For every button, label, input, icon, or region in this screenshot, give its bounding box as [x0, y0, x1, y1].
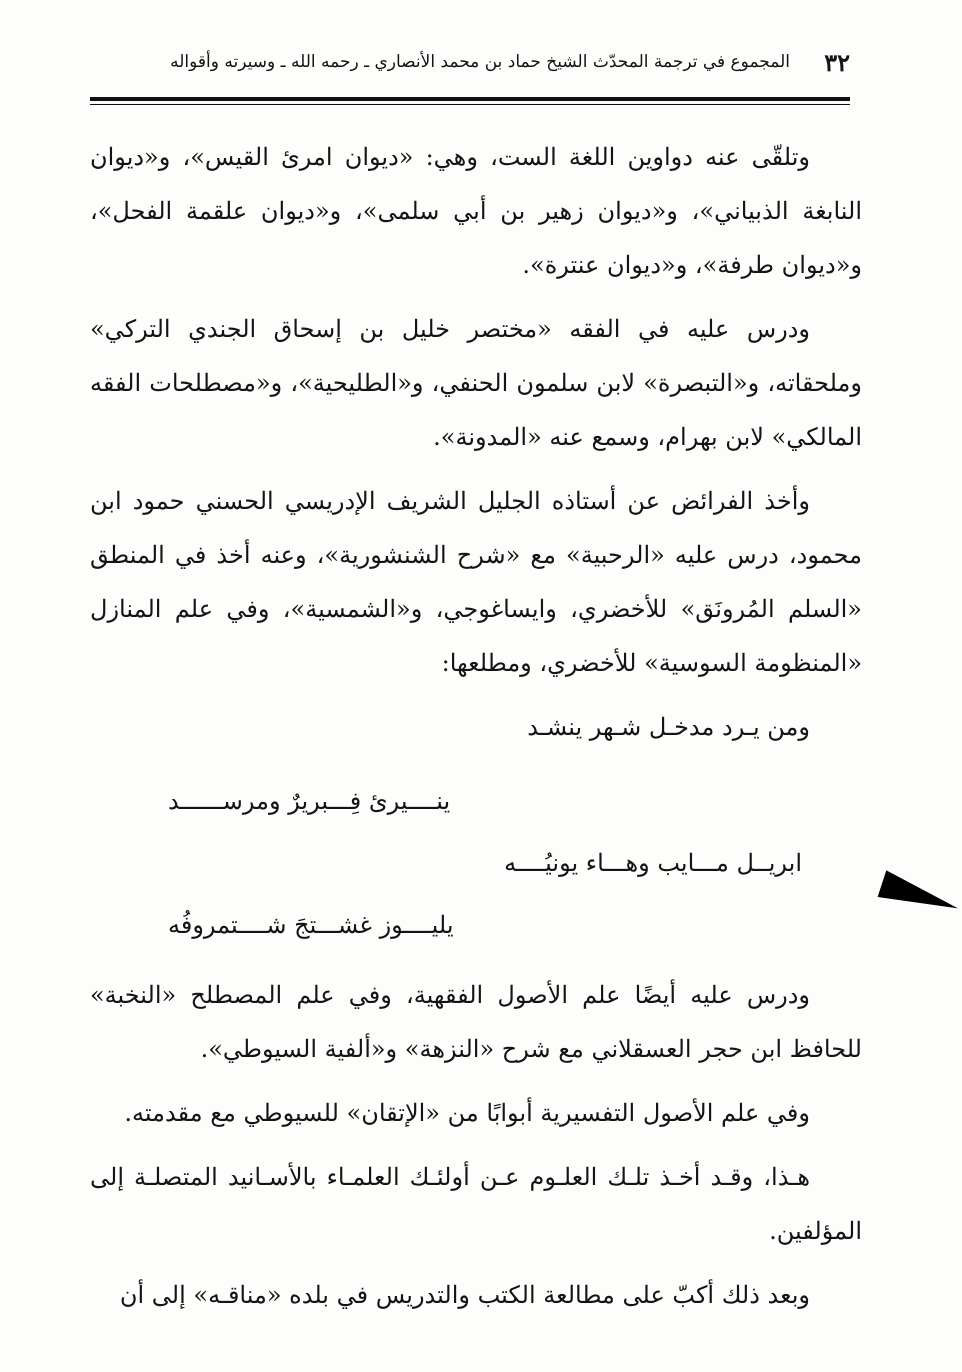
running-title: المجموع في ترجمة المحدّث الشيخ حماد بن محمد الأنصاري ـ رحمه الله ـ وسيرته وأقواله [170, 52, 790, 72]
verse-hemistich-left: يليــــوز غشـــتجَ شــــتمروفُه [168, 911, 454, 939]
paragraph-fiqh: ودرس عليه في الفقه «مختصر خليل بن إسحاق الجندي التركي» وملحقاته، و«التبصرة» لابن سلمون الحنفي، و«الطليحية»، و«مصطلحات الفقه المالكي» لابن بهرام، وسمع عنه «المدونة». [90, 315, 862, 451]
page-header [92, 48, 850, 92]
header-rule-thick [90, 97, 850, 101]
paragraph-teaching: وبعد ذلك أكبّ على مطالعة الكتب والتدريس في بلده «مناقـه» إلى أن [119, 1281, 810, 1309]
verse-line [90, 768, 862, 830]
verse-hemistich-left: ينــــيرئ فِـــبريرٌ ومرســــــد [168, 787, 451, 815]
paragraph-tafsir: وفي علم الأصول التفسيرية أبوابًا من «الإتقان» للسيوطي مع مقدمته. [124, 1099, 810, 1127]
paragraph-faraid: وأخذ الفرائض عن أستاذه الجليل الشريف الإدريسي الحسني حمود ابن محمود، درس عليه «الرحبية» مع «شرح الشنشورية»، وعنه أخذ في المنطق «السلم المُرونَق» للأخضري، وايساغوجي، و«الشمسية»، وفي علم المنازل «المنظومة السوسية» للأخضري، ومطلعها: [90, 487, 862, 677]
page-body [90, 130, 862, 1332]
verse-line [90, 892, 862, 954]
page-number: ٣٢ [824, 48, 850, 77]
verse-line [90, 830, 862, 892]
paragraph-diwans: وتلقّى عنه دواوين اللغة الست، وهي: «ديوان امرئ القيس»، و«ديوان النابغة الذبياني»، و«ديوان زهير بن أبي سلمى»، و«ديوان علقمة الفحل»، و«ديوان طرفة»، و«ديوان عنترة». [90, 143, 863, 279]
verse-hemistich-right: ابريــل مـــايب وهـــاء يونيُــــه [504, 849, 802, 877]
paragraph-usul: ودرس عليه أيضًا علم الأصول الفقهية، وفي علم المصطلح «النخبة» للحافظ ابن حجر العسقلاني مع شرح «النزهة» و«ألفية السيوطي». [90, 981, 862, 1063]
paragraph-asanid: هـذا، وقـد أخـذ تلـك العلـوم عـن أولئـك العلمـاء بالأسـانيد المتصلـة إلى المؤلفين. [90, 1163, 862, 1245]
scan-edge-mark [878, 870, 962, 921]
verse-intro: ومن يـرد مدخـل شـهر ينشـد [527, 713, 810, 741]
header-rule-thin [90, 104, 850, 105]
